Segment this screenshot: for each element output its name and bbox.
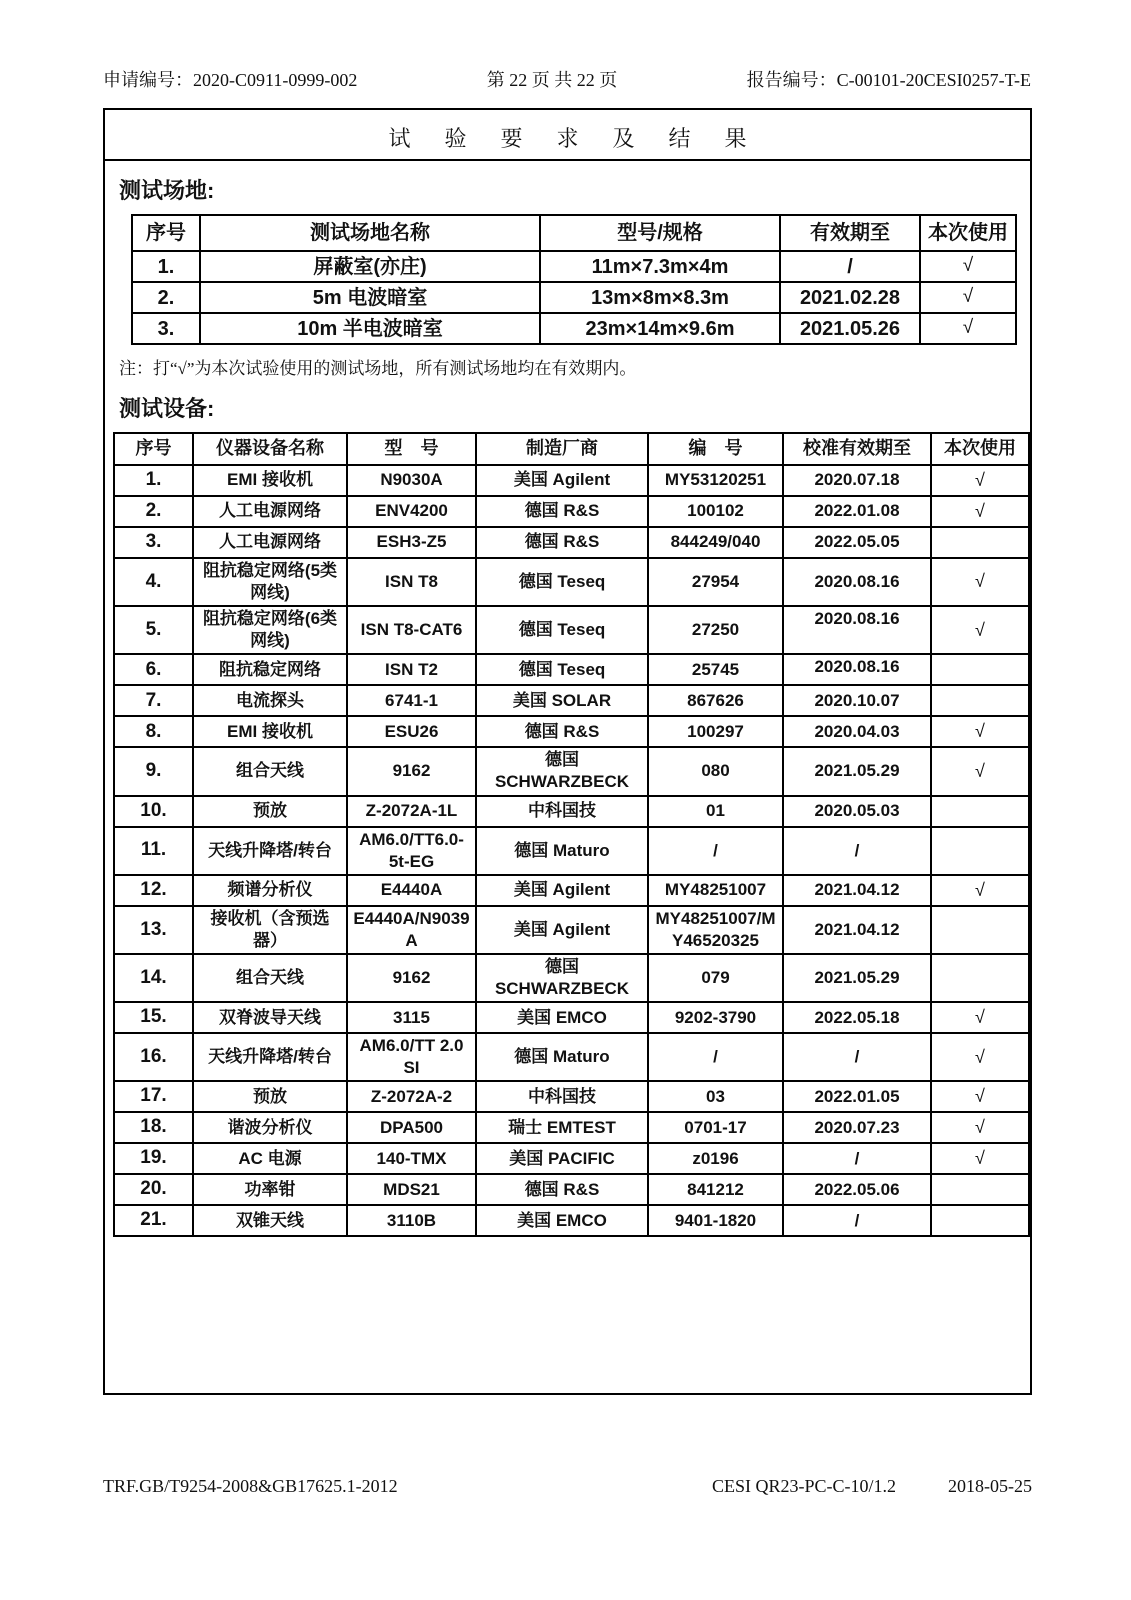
table-cell: MY53120251: [648, 465, 783, 496]
checkmark-cell: √: [931, 716, 1029, 747]
table-cell: 美国 EMCO: [476, 1205, 648, 1236]
table-cell: Z-2072A-2: [347, 1081, 476, 1112]
table-row: [114, 747, 1029, 795]
table-cell: DPA500: [347, 1112, 476, 1143]
table-cell: [931, 906, 1029, 954]
table-cell: 2020.08.16: [783, 606, 931, 654]
table-cell: 5.: [114, 606, 193, 654]
table-cell: 15.: [114, 1002, 193, 1033]
table-cell: ESU26: [347, 716, 476, 747]
table-cell: 079: [648, 954, 783, 1002]
table-cell: 6741-1: [347, 685, 476, 716]
table-cell: 5m 电波暗室: [200, 282, 540, 313]
table-row: [114, 1081, 1029, 1112]
checkmark-cell: √: [931, 1002, 1029, 1033]
table-cell: 2021.02.28: [780, 282, 920, 313]
column-header: 制造厂商: [476, 433, 648, 465]
table-cell: 频谱分析仪: [193, 875, 347, 906]
checkmark-cell: √: [920, 313, 1016, 344]
table-cell: [931, 796, 1029, 827]
table-cell: 17.: [114, 1081, 193, 1112]
table-cell: /: [648, 827, 783, 875]
table-cell: 组合天线: [193, 747, 347, 795]
checkmark-cell: √: [931, 747, 1029, 795]
test-site-table: [131, 214, 1017, 345]
table-cell: 9202-3790: [648, 1002, 783, 1033]
table-cell: ISN T8: [347, 558, 476, 606]
table-row: [114, 1174, 1029, 1205]
table-cell: 3.: [114, 527, 193, 558]
table-cell: MY48251007: [648, 875, 783, 906]
table-cell: /: [783, 1033, 931, 1081]
checkmark-cell: √: [931, 1033, 1029, 1081]
table-cell: 德国 Maturo: [476, 827, 648, 875]
table-cell: Z-2072A-1L: [347, 796, 476, 827]
table-cell: 美国 PACIFIC: [476, 1143, 648, 1174]
column-header: 序号: [132, 215, 200, 251]
table-cell: 双锥天线: [193, 1205, 347, 1236]
table-cell: 2022.05.05: [783, 527, 931, 558]
table-cell: /: [783, 1205, 931, 1236]
column-header: 仪器设备名称: [193, 433, 347, 465]
footer-doc-code: CESI QR23-PC-C-10/1.2: [711, 1476, 896, 1496]
table-cell: 美国 Agilent: [476, 465, 648, 496]
table-cell: 组合天线: [193, 954, 347, 1002]
table-cell: 14.: [114, 954, 193, 1002]
table-cell: 4.: [114, 558, 193, 606]
table-cell: 0701-17: [648, 1112, 783, 1143]
column-header: 测试场地名称: [200, 215, 540, 251]
table-cell: [931, 827, 1029, 875]
checkmark-cell: √: [931, 1081, 1029, 1112]
table-cell: 100102: [648, 496, 783, 527]
table-cell: 2020.04.03: [783, 716, 931, 747]
table-cell: EMI 接收机: [193, 716, 347, 747]
table-cell: 德国 Teseq: [476, 654, 648, 685]
checkmark-cell: √: [931, 875, 1029, 906]
table-cell: 屏蔽室(亦庄): [200, 251, 540, 282]
checkmark-cell: √: [931, 1143, 1029, 1174]
table-cell: 电流探头: [193, 685, 347, 716]
table-cell: 2020.08.16: [783, 558, 931, 606]
table-cell: 预放: [193, 796, 347, 827]
checkmark-cell: √: [931, 606, 1029, 654]
table-cell: 2021.05.29: [783, 747, 931, 795]
table-cell: 12.: [114, 875, 193, 906]
table-cell: 阻抗稳定网络(5类网线): [193, 558, 347, 606]
table-cell: 中科国技: [476, 1081, 648, 1112]
table-cell: 功率钳: [193, 1174, 347, 1205]
table-cell: 预放: [193, 1081, 347, 1112]
frame-content: [105, 174, 1030, 1237]
table-cell: EMI 接收机: [193, 465, 347, 496]
report-number: 报告编号：C-00101-20CESI0257-T-E: [746, 70, 1031, 90]
table-row: [114, 527, 1029, 558]
table-cell: 美国 SOLAR: [476, 685, 648, 716]
table-cell: 140-TMX: [347, 1143, 476, 1174]
table-cell: 瑞士 EMTEST: [476, 1112, 648, 1143]
column-header: 本次使用: [931, 433, 1029, 465]
table-cell: [931, 654, 1029, 685]
column-header: 型 号: [347, 433, 476, 465]
report-frame: [103, 108, 1032, 1395]
table-cell: 2020.05.03: [783, 796, 931, 827]
table-cell: 20.: [114, 1174, 193, 1205]
table-cell: ESH3-Z5: [347, 527, 476, 558]
table-cell: 2020.07.23: [783, 1112, 931, 1143]
table-cell: 10.: [114, 796, 193, 827]
table-cell: 德国 Teseq: [476, 558, 648, 606]
table-cell: 18.: [114, 1112, 193, 1143]
column-header: 序号: [114, 433, 193, 465]
table-cell: [931, 1205, 1029, 1236]
table-cell: 844249/040: [648, 527, 783, 558]
table-cell: 2022.01.05: [783, 1081, 931, 1112]
table-row: [114, 1143, 1029, 1174]
table-row: [114, 1205, 1029, 1236]
table-cell: 25745: [648, 654, 783, 685]
table-cell: 9162: [347, 954, 476, 1002]
table-cell: E4440A/N9039A: [347, 906, 476, 954]
equipment-section-heading: 测试设备:: [119, 396, 215, 421]
table-cell: 1.: [132, 251, 200, 282]
table-cell: 德国 Teseq: [476, 606, 648, 654]
table-cell: 德国 SCHWARZBECK: [476, 954, 648, 1002]
column-header: 有效期至: [780, 215, 920, 251]
table-row: [132, 282, 1016, 313]
column-header: 型号/规格: [540, 215, 780, 251]
table-cell: 13.: [114, 906, 193, 954]
table-cell: ISN T8-CAT6: [347, 606, 476, 654]
table-cell: AC 电源: [193, 1143, 347, 1174]
table-cell: /: [648, 1033, 783, 1081]
table-cell: 9162: [347, 747, 476, 795]
table-cell: 2021.05.29: [783, 954, 931, 1002]
table-row: [114, 716, 1029, 747]
table-cell: 03: [648, 1081, 783, 1112]
table-cell: 德国 R&S: [476, 527, 648, 558]
table-cell: 3115: [347, 1002, 476, 1033]
page-number-info: 第 22 页 共 22 页: [486, 70, 618, 90]
column-header: 校准有效期至: [783, 433, 931, 465]
table-cell: 100297: [648, 716, 783, 747]
table-cell: 27954: [648, 558, 783, 606]
table-cell: z0196: [648, 1143, 783, 1174]
footer-right-group: [712, 1476, 1032, 1497]
table-cell: 27250: [648, 606, 783, 654]
table-row: [114, 465, 1029, 496]
table-cell: /: [783, 827, 931, 875]
table-cell: 16.: [114, 1033, 193, 1081]
table-row: [114, 654, 1029, 685]
page-header: [103, 66, 1031, 92]
table-cell: 8.: [114, 716, 193, 747]
table-cell: N9030A: [347, 465, 476, 496]
table-cell: 2022.01.08: [783, 496, 931, 527]
table-row: [114, 1112, 1029, 1143]
table-cell: 2020.07.18: [783, 465, 931, 496]
table-cell: 9401-1820: [648, 1205, 783, 1236]
table-cell: [931, 685, 1029, 716]
column-header: 编 号: [648, 433, 783, 465]
table-cell: 双脊波导天线: [193, 1002, 347, 1033]
table-cell: 美国 Agilent: [476, 906, 648, 954]
table-cell: 美国 EMCO: [476, 1002, 648, 1033]
table-cell: MDS21: [347, 1174, 476, 1205]
table-cell: 2021.04.12: [783, 906, 931, 954]
table-cell: 接收机（含预选器）: [193, 906, 347, 954]
checkmark-cell: √: [931, 465, 1029, 496]
table-cell: 人工电源网络: [193, 496, 347, 527]
site-section-heading: 测试场地:: [119, 178, 215, 203]
site-table-note: 注：打“√”为本次试验使用的测试场地，所有测试场地均在有效期内。: [119, 359, 637, 378]
table-cell: 23m×14m×9.6m: [540, 313, 780, 344]
table-header-row: [132, 215, 1016, 251]
table-cell: 1.: [114, 465, 193, 496]
table-cell: 2021.05.26: [780, 313, 920, 344]
table-row: [114, 875, 1029, 906]
checkmark-cell: √: [920, 282, 1016, 313]
checkmark-cell: √: [931, 1112, 1029, 1143]
table-cell: 2020.08.16: [783, 654, 931, 685]
table-cell: /: [783, 1143, 931, 1174]
table-cell: E4440A: [347, 875, 476, 906]
table-cell: 080: [648, 747, 783, 795]
table-cell: 21.: [114, 1205, 193, 1236]
table-cell: 谐波分析仪: [193, 1112, 347, 1143]
table-cell: 2022.05.06: [783, 1174, 931, 1205]
table-row: [114, 1002, 1029, 1033]
table-row: [114, 496, 1029, 527]
table-cell: AM6.0/TT 2.0 SI: [347, 1033, 476, 1081]
table-cell: 美国 Agilent: [476, 875, 648, 906]
table-cell: 6.: [114, 654, 193, 685]
table-cell: 人工电源网络: [193, 527, 347, 558]
table-row: [114, 606, 1029, 654]
table-cell: 19.: [114, 1143, 193, 1174]
table-cell: 7.: [114, 685, 193, 716]
table-cell: 天线升降塔/转台: [193, 827, 347, 875]
table-row: [114, 954, 1029, 1002]
table-cell: AM6.0/TT6.0-5t-EG: [347, 827, 476, 875]
footer-trf-code: TRF.GB/T9254-2008&GB17625.1-2012: [103, 1476, 398, 1496]
table-cell: 中科国技: [476, 796, 648, 827]
footer-date: 2018-05-25: [948, 1476, 1032, 1496]
table-row: [132, 313, 1016, 344]
table-cell: 841212: [648, 1174, 783, 1205]
table-cell: 2022.05.18: [783, 1002, 931, 1033]
table-cell: 3110B: [347, 1205, 476, 1236]
checkmark-cell: √: [931, 496, 1029, 527]
test-equipment-table: [113, 432, 1030, 1237]
table-cell: 德国 Maturo: [476, 1033, 648, 1081]
table-row: [114, 685, 1029, 716]
table-cell: 2021.04.12: [783, 875, 931, 906]
table-cell: 德国 R&S: [476, 716, 648, 747]
table-cell: [931, 954, 1029, 1002]
table-cell: 10m 半电波暗室: [200, 313, 540, 344]
table-row: [114, 1033, 1029, 1081]
table-cell: 13m×8m×8.3m: [540, 282, 780, 313]
column-header: 本次使用: [920, 215, 1016, 251]
table-cell: 德国 R&S: [476, 496, 648, 527]
table-cell: 9.: [114, 747, 193, 795]
checkmark-cell: √: [931, 558, 1029, 606]
table-cell: 德国 R&S: [476, 1174, 648, 1205]
table-cell: 阻抗稳定网络(6类网线): [193, 606, 347, 654]
table-cell: /: [780, 251, 920, 282]
document-title: 试验要求及结果: [105, 110, 1030, 161]
table-cell: 11m×7.3m×4m: [540, 251, 780, 282]
application-number: 申请编号：2020-C0911-0999-002: [103, 70, 358, 90]
table-row: [114, 796, 1029, 827]
table-cell: [931, 527, 1029, 558]
checkmark-cell: √: [920, 251, 1016, 282]
table-row: [132, 251, 1016, 282]
table-cell: 德国 SCHWARZBECK: [476, 747, 648, 795]
table-cell: 2.: [132, 282, 200, 313]
table-cell: 867626: [648, 685, 783, 716]
table-header-row: [114, 433, 1029, 465]
table-cell: 11.: [114, 827, 193, 875]
table-cell: 天线升降塔/转台: [193, 1033, 347, 1081]
table-cell: 阻抗稳定网络: [193, 654, 347, 685]
table-row: [114, 827, 1029, 875]
table-row: [114, 558, 1029, 606]
table-cell: 01: [648, 796, 783, 827]
table-cell: MY48251007/MY46520325: [648, 906, 783, 954]
table-cell: 3.: [132, 313, 200, 344]
table-cell: 2.: [114, 496, 193, 527]
table-cell: ISN T2: [347, 654, 476, 685]
table-cell: [931, 1174, 1029, 1205]
table-cell: ENV4200: [347, 496, 476, 527]
table-row: [114, 906, 1029, 954]
table-cell: 2020.10.07: [783, 685, 931, 716]
page-footer: [103, 1476, 1032, 1497]
